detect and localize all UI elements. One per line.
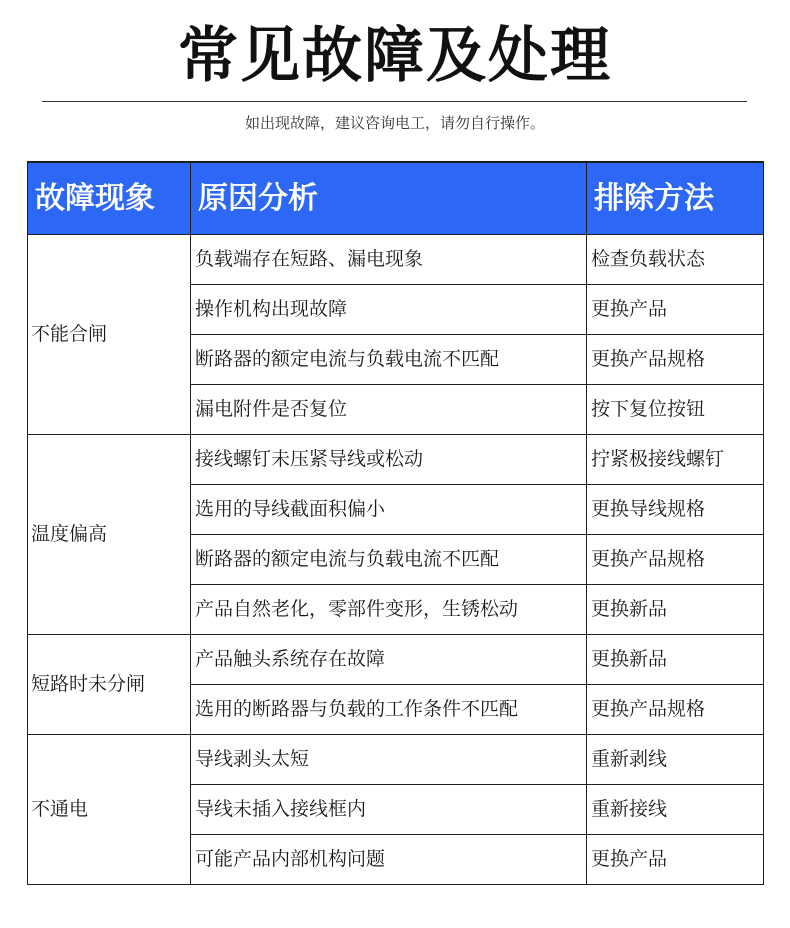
cause-cell: 操作机构出现故障 [191,285,587,335]
title-divider [42,101,747,102]
cause-cell: 断路器的额定电流与负载电流不匹配 [191,335,587,385]
table-row [28,735,764,785]
cause-cell: 选用的断路器与负载的工作条件不匹配 [191,685,587,735]
cause-cell: 产品触头系统存在故障 [191,635,587,685]
cause-cell: 漏电附件是否复位 [191,385,587,435]
symptom-cell: 不能合闸 [28,235,191,435]
cause-cell: 接线螺钉未压紧导线或松动 [191,435,587,485]
cause-cell: 负载端存在短路、漏电现象 [191,235,587,285]
header-remedy: 排除方法 [587,162,764,235]
symptom-cell: 不通电 [28,735,191,885]
remedy-cell: 更换导线规格 [587,485,764,535]
symptom-cell: 短路时未分闸 [28,635,191,735]
remedy-cell: 更换产品 [587,285,764,335]
remedy-cell: 重新接线 [587,785,764,835]
page-title: 常见故障及处理 [178,21,612,91]
cause-cell: 导线未插入接线框内 [191,785,587,835]
remedy-cell: 更换新品 [587,635,764,685]
table-row [28,235,764,285]
table-header-row [28,162,764,235]
remedy-cell: 拧紧极接线螺钉 [587,435,764,485]
remedy-cell: 更换产品规格 [587,685,764,735]
remedy-cell: 按下复位按钮 [587,385,764,435]
fault-table [27,161,764,885]
cause-cell: 产品自然老化，零部件变形，生锈松动 [191,585,587,635]
remedy-cell: 更换新品 [587,585,764,635]
table-row [28,635,764,685]
header-symptom: 故障现象 [28,162,191,235]
page-subtitle: 如出现故障，建议咨询电工，请勿自行操作。 [244,114,545,132]
symptom-cell: 温度偏高 [28,435,191,635]
header-cause: 原因分析 [191,162,587,235]
remedy-cell: 更换产品规格 [587,335,764,385]
cause-cell: 导线剥头太短 [191,735,587,785]
cause-cell: 断路器的额定电流与负载电流不匹配 [191,535,587,585]
table-row [28,435,764,485]
cause-cell: 可能产品内部机构问题 [191,835,587,885]
remedy-cell: 检查负载状态 [587,235,764,285]
remedy-cell: 更换产品规格 [587,535,764,585]
cause-cell: 选用的导线截面积偏小 [191,485,587,535]
remedy-cell: 更换产品 [587,835,764,885]
remedy-cell: 重新剥线 [587,735,764,785]
